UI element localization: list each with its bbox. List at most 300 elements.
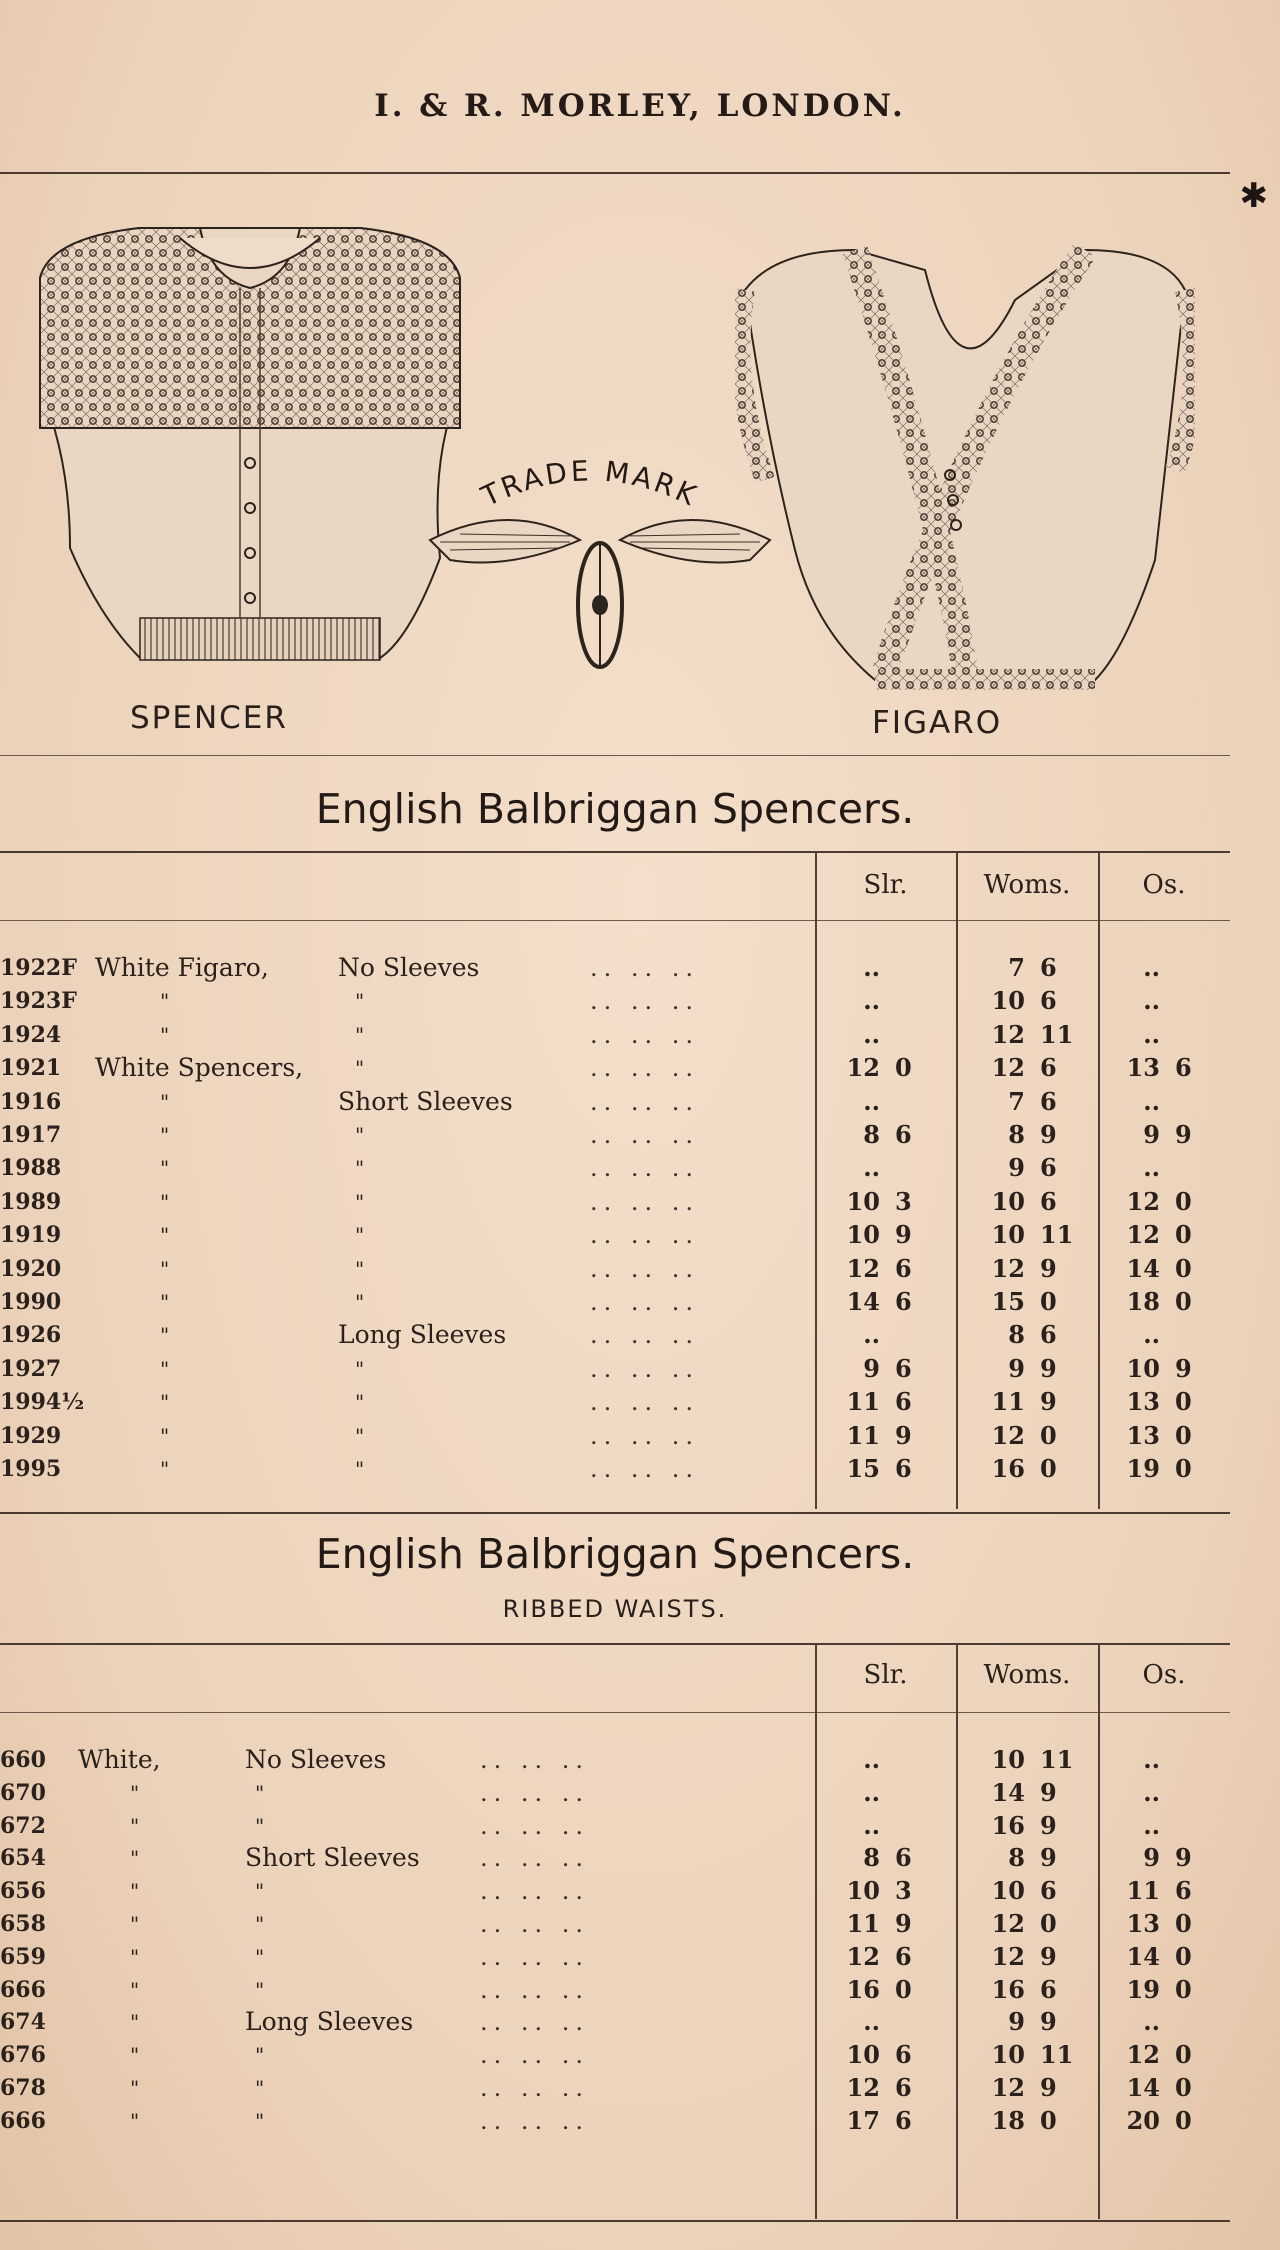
slr-shillings: 12 — [846, 1941, 880, 1971]
section1-title: English Balbriggan Spencers. — [315, 785, 915, 833]
section1-top-rule — [0, 851, 1230, 853]
woms-shillings: 12 — [991, 1941, 1025, 1971]
item-description: " — [160, 1356, 170, 1381]
table-row — [0, 985, 1230, 1017]
item-description: " — [160, 989, 170, 1014]
leader-dots: .. .. .. — [590, 1254, 700, 1283]
slr-shillings: 8 — [863, 1843, 880, 1873]
item-sleeve: " — [255, 1977, 265, 2002]
item-description: " — [160, 1089, 170, 1114]
woms-pence: 0 — [1040, 2105, 1057, 2135]
table-row — [0, 1119, 1230, 1151]
item-sleeve: " — [355, 1356, 365, 1381]
woms-pence: 9 — [1040, 1941, 1057, 1971]
table-row — [0, 1019, 1230, 1051]
leader-dots: .. .. .. — [480, 2106, 590, 2135]
woms-pence: 11 — [1040, 1220, 1074, 1250]
page-header: I. & R. MORLEY, LONDON. — [374, 88, 906, 124]
slr-shillings: 10 — [846, 1876, 880, 1906]
item-code: 1927 — [0, 1355, 62, 1382]
table-row — [0, 1186, 1230, 1218]
leader-dots: .. .. .. — [590, 1354, 700, 1383]
item-sleeve: " — [355, 1056, 365, 1081]
item-description: White, — [78, 1745, 161, 1774]
slr-shillings: 10 — [846, 1220, 880, 1250]
os-shillings: 9 — [1143, 1120, 1160, 1149]
item-sleeve: " — [255, 2043, 265, 2068]
leader-dots: .. .. .. — [590, 1288, 700, 1316]
os-pence: 9 — [1175, 1353, 1192, 1383]
item-sleeve: " — [255, 1944, 265, 1969]
slr-pence: 0 — [895, 1974, 912, 2004]
item-code: 1917 — [0, 1122, 62, 1148]
slr-shillings: .. — [863, 1777, 880, 1807]
woms-shillings: 8 — [1008, 1120, 1025, 1149]
leader-dots: .. .. .. — [480, 1778, 590, 1807]
item-sleeve: " — [355, 1189, 365, 1214]
leader-dots: .. .. .. — [480, 1975, 590, 2004]
woms-pence: 0 — [1040, 1420, 1057, 1450]
os-pence: 0 — [1175, 1287, 1192, 1316]
woms-shillings: 8 — [1008, 1320, 1025, 1350]
item-sleeve: " — [255, 2108, 265, 2133]
section2-header-rule — [0, 1712, 1230, 1713]
woms-shillings: 12 — [991, 1253, 1025, 1283]
os-shillings: 13 — [1126, 1387, 1160, 1417]
woms-pence: 6 — [1040, 1974, 1057, 2004]
slr-shillings: .. — [863, 953, 880, 982]
woms-pence: 0 — [1040, 1909, 1057, 1938]
os-shillings: 14 — [1126, 2073, 1160, 2102]
woms-pence: 0 — [1040, 1454, 1057, 1483]
item-sleeve: " — [255, 2076, 265, 2100]
slr-shillings: 16 — [846, 1974, 880, 2004]
woms-pence: 11 — [1040, 1019, 1074, 1049]
woms-shillings: 10 — [991, 1876, 1025, 1906]
leader-dots: .. .. .. — [590, 1421, 700, 1450]
table-row — [0, 1253, 1230, 1285]
woms-pence: 9 — [1040, 2073, 1057, 2102]
item-sleeve: " — [255, 1912, 265, 1936]
woms-pence: 11 — [1040, 1745, 1074, 1774]
os-pence: 0 — [1175, 1974, 1192, 2004]
table-row — [0, 1319, 1230, 1351]
woms-shillings: 10 — [991, 1745, 1025, 1774]
item-sleeve: " — [355, 1223, 365, 1248]
os-pence: 6 — [1175, 1053, 1192, 1083]
woms-shillings: 16 — [991, 1454, 1025, 1483]
table-row — [0, 1420, 1230, 1452]
os-shillings: 12 — [1126, 2040, 1160, 2070]
os-shillings: 13 — [1126, 1909, 1160, 1938]
item-code: 656 — [0, 1878, 46, 1905]
section2-subtitle: RIBBED WAISTS. — [502, 1595, 728, 1623]
slr-pence: 6 — [895, 2040, 912, 2070]
item-code: 674 — [0, 2009, 46, 2036]
os-pence: 0 — [1175, 1454, 1192, 1483]
os-pence: 0 — [1175, 1909, 1192, 1938]
woms-shillings: 16 — [991, 1974, 1025, 2004]
woms-shillings: 10 — [991, 1220, 1025, 1250]
item-code: 660 — [0, 1747, 46, 1773]
item-sleeve: " — [355, 1290, 365, 1314]
slr-shillings: 10 — [846, 2040, 880, 2070]
item-description: " — [130, 1846, 140, 1871]
leader-dots: .. .. .. — [480, 1877, 590, 1906]
slr-pence: 9 — [895, 1909, 912, 1938]
slr-shillings: 9 — [863, 1353, 880, 1383]
woms-pence: 9 — [1040, 2007, 1057, 2037]
leader-dots: .. .. .. — [590, 987, 700, 1016]
item-code: 1916 — [0, 1088, 62, 1115]
item-code: 670 — [0, 1779, 46, 1806]
figaro-label: FIGARO — [872, 705, 1003, 741]
woms-shillings: 11 — [991, 1387, 1025, 1417]
os-shillings: .. — [1143, 1086, 1160, 1116]
slr-pence: 6 — [895, 1843, 912, 1873]
leader-dots: .. .. .. — [480, 1910, 590, 1938]
item-description: " — [160, 1022, 170, 1047]
woms-pence: 9 — [1040, 1387, 1057, 1417]
item-sleeve: " — [355, 989, 365, 1014]
woms-pence: 9 — [1040, 1810, 1057, 1840]
os-pence: 9 — [1175, 1120, 1192, 1149]
item-code: 1919 — [0, 1222, 62, 1249]
leader-dots: .. .. .. — [480, 1811, 590, 1840]
table-row — [0, 1842, 1230, 1874]
slr-pence: 9 — [895, 1220, 912, 1250]
asterisk-mark: ✱ — [1239, 176, 1268, 216]
item-code: 666 — [0, 2107, 46, 2134]
leader-dots: .. .. .. — [590, 1121, 700, 1149]
leader-dots: .. .. .. — [590, 1321, 700, 1350]
slr-shillings: 12 — [846, 1253, 880, 1283]
leader-dots: .. .. .. — [480, 1746, 590, 1774]
item-code: 1923F — [0, 988, 77, 1015]
item-description: " — [130, 2076, 140, 2100]
item-description: White Spencers, — [95, 1053, 304, 1083]
item-description: " — [130, 2010, 140, 2035]
woms-shillings: 12 — [991, 2073, 1025, 2102]
spencer-illustration — [30, 218, 470, 698]
leader-dots: .. .. .. — [590, 1455, 700, 1483]
section1-header-woms: Woms. — [983, 870, 1071, 900]
os-shillings: 11 — [1126, 1876, 1160, 1906]
slr-shillings: 12 — [846, 2073, 880, 2102]
slr-pence: 6 — [895, 1120, 912, 1149]
item-sleeve: " — [355, 1423, 365, 1448]
item-description: " — [130, 1813, 140, 1838]
page-bottom-rule — [0, 2220, 1230, 2222]
os-shillings: 14 — [1126, 1253, 1160, 1283]
leader-dots: .. .. .. — [480, 1942, 590, 1971]
item-description: " — [160, 1457, 170, 1481]
woms-shillings: 12 — [991, 1420, 1025, 1450]
table-row — [0, 1777, 1230, 1809]
table-row — [0, 1810, 1230, 1842]
item-code: 1994½ — [0, 1389, 85, 1416]
item-sleeve: No Sleeves — [338, 953, 480, 982]
item-code: 1929 — [0, 1422, 62, 1449]
os-shillings: .. — [1143, 986, 1160, 1016]
item-code: 1920 — [0, 1255, 62, 1282]
os-shillings: .. — [1143, 1019, 1160, 1049]
os-shillings: 19 — [1126, 1454, 1160, 1483]
woms-pence: 6 — [1040, 953, 1057, 982]
table-row — [0, 1219, 1230, 1251]
os-shillings: 14 — [1126, 1941, 1160, 1971]
os-shillings: .. — [1143, 1320, 1160, 1350]
os-shillings: 19 — [1126, 1974, 1160, 2004]
item-code: 1995 — [0, 1456, 62, 1482]
slr-pence: 6 — [895, 2105, 912, 2135]
os-shillings: 9 — [1143, 1843, 1160, 1873]
section2-header-woms: Woms. — [983, 1660, 1071, 1690]
woms-shillings: 7 — [1008, 1086, 1025, 1116]
woms-shillings: 15 — [991, 1287, 1025, 1316]
os-shillings: .. — [1143, 1153, 1160, 1183]
svg-text:TRADE MARK: TRADE MARK — [476, 454, 704, 514]
table-row — [0, 1052, 1230, 1084]
slr-pence: 9 — [895, 1420, 912, 1450]
section1-header-slr: Slr. — [863, 870, 908, 900]
item-description: " — [160, 1123, 170, 1147]
item-description: " — [130, 1912, 140, 1936]
slr-pence: 6 — [895, 1253, 912, 1283]
os-shillings: .. — [1143, 953, 1160, 982]
section2-title: English Balbriggan Spencers. — [315, 1530, 915, 1578]
woms-pence: 9 — [1040, 1843, 1057, 1873]
leader-dots: .. .. .. — [590, 1388, 700, 1417]
woms-shillings: 7 — [1008, 953, 1025, 982]
leader-dots: .. .. .. — [480, 2074, 590, 2102]
woms-shillings: 12 — [991, 1909, 1025, 1938]
table-row — [0, 1744, 1230, 1776]
slr-pence: 6 — [895, 1387, 912, 1417]
os-pence: 0 — [1175, 1941, 1192, 1971]
leader-dots: .. .. .. — [480, 2008, 590, 2037]
table-row — [0, 1152, 1230, 1184]
item-sleeve: Long Sleeves — [245, 2007, 414, 2037]
slr-pence: 6 — [895, 1353, 912, 1383]
item-description: " — [130, 1944, 140, 1969]
item-description: " — [160, 1423, 170, 1448]
table-row — [0, 2039, 1230, 2071]
item-sleeve: " — [255, 1780, 265, 1805]
table-row — [0, 1453, 1230, 1485]
item-code: 1990 — [0, 1289, 62, 1315]
slr-pence: 6 — [895, 1941, 912, 1971]
section1-bottom-rule — [0, 1512, 1230, 1514]
leader-dots: .. .. .. — [590, 1087, 700, 1116]
table-row — [0, 2072, 1230, 2104]
os-shillings: 18 — [1126, 1287, 1160, 1316]
os-pence: 0 — [1175, 2040, 1192, 2070]
slr-shillings: .. — [863, 1019, 880, 1049]
trademark-text — [440, 428, 740, 538]
woms-pence: 9 — [1040, 1777, 1057, 1807]
item-sleeve: " — [355, 1022, 365, 1047]
item-description: " — [130, 1879, 140, 1904]
os-pence: 0 — [1175, 1420, 1192, 1450]
os-shillings: .. — [1143, 2007, 1160, 2037]
slr-shillings: 11 — [846, 1420, 880, 1450]
slr-pence: 0 — [895, 1053, 912, 1083]
table-row — [0, 1908, 1230, 1940]
table-row — [0, 1086, 1230, 1118]
item-description: White Figaro, — [95, 953, 269, 982]
spencer-label: SPENCER — [130, 700, 288, 736]
item-sleeve: Long Sleeves — [338, 1320, 507, 1350]
slr-shillings: 11 — [846, 1909, 880, 1938]
item-code: 654 — [0, 1845, 46, 1872]
item-description: " — [160, 1256, 170, 1281]
table-row — [0, 1286, 1230, 1318]
woms-pence: 9 — [1040, 1120, 1057, 1149]
item-code: 658 — [0, 1911, 46, 1937]
woms-shillings: 9 — [1008, 1153, 1025, 1183]
table-row — [0, 1941, 1230, 1973]
table-row — [0, 1875, 1230, 1907]
woms-pence: 6 — [1040, 1186, 1057, 1216]
item-code: 672 — [0, 1812, 46, 1839]
slr-shillings: .. — [863, 1320, 880, 1350]
header-rule — [0, 172, 1230, 174]
item-description: " — [130, 2108, 140, 2133]
table-row — [0, 952, 1230, 984]
slr-shillings: 15 — [846, 1454, 880, 1483]
slr-pence: 6 — [895, 2073, 912, 2102]
woms-pence: 9 — [1040, 1353, 1057, 1383]
item-sleeve: " — [255, 1879, 265, 1904]
item-sleeve: " — [355, 1256, 365, 1281]
item-sleeve: No Sleeves — [245, 1745, 387, 1774]
item-code: 1989 — [0, 1188, 62, 1215]
item-description: " — [160, 1323, 170, 1348]
item-sleeve: " — [355, 1390, 365, 1415]
os-pence: 0 — [1175, 2073, 1192, 2102]
os-pence: 0 — [1175, 2105, 1192, 2135]
os-shillings: 13 — [1126, 1053, 1160, 1083]
slr-shillings: 14 — [846, 1287, 880, 1316]
os-pence: 9 — [1175, 1843, 1192, 1873]
item-description: " — [160, 1290, 170, 1314]
leader-dots: .. .. .. — [480, 2041, 590, 2070]
item-sleeve: " — [355, 1457, 365, 1481]
woms-shillings: 10 — [991, 1186, 1025, 1216]
woms-pence: 9 — [1040, 1253, 1057, 1283]
woms-shillings: 10 — [991, 2040, 1025, 2070]
slr-pence: 3 — [895, 1186, 912, 1216]
slr-shillings: .. — [863, 2007, 880, 2037]
item-description: " — [160, 1156, 170, 1181]
woms-shillings: 18 — [991, 2105, 1025, 2135]
os-shillings: 10 — [1126, 1353, 1160, 1383]
woms-pence: 0 — [1040, 1287, 1057, 1316]
slr-pence: 6 — [895, 1454, 912, 1483]
woms-shillings: 9 — [1008, 1353, 1025, 1383]
item-description: " — [130, 1977, 140, 2002]
item-code: 678 — [0, 2075, 46, 2101]
slr-shillings: .. — [863, 1153, 880, 1183]
slr-shillings: 11 — [846, 1387, 880, 1417]
leader-dots: .. .. .. — [480, 1844, 590, 1873]
leader-dots: .. .. .. — [590, 1154, 700, 1183]
item-code: 1926 — [0, 1322, 62, 1349]
item-description: " — [160, 1390, 170, 1415]
slr-shillings: .. — [863, 1810, 880, 1840]
slr-pence: 6 — [895, 1287, 912, 1316]
item-code: 676 — [0, 2042, 46, 2069]
leader-dots: .. .. .. — [590, 1187, 700, 1216]
woms-pence: 11 — [1040, 2040, 1074, 2070]
os-pence: 0 — [1175, 1387, 1192, 1417]
woms-shillings: 8 — [1008, 1843, 1025, 1873]
slr-shillings: 12 — [846, 1053, 880, 1083]
table-row — [0, 1353, 1230, 1385]
item-sleeve: Short Sleeves — [338, 1086, 513, 1116]
table-row — [0, 2105, 1230, 2137]
woms-pence: 6 — [1040, 1153, 1057, 1183]
item-code: 1921 — [0, 1055, 62, 1082]
woms-shillings: 12 — [991, 1019, 1025, 1049]
item-sleeve: " — [355, 1156, 365, 1181]
os-pence: 0 — [1175, 1220, 1192, 1250]
item-code: 1924 — [0, 1021, 62, 1048]
slr-pence: 3 — [895, 1876, 912, 1906]
slr-shillings: 10 — [846, 1186, 880, 1216]
figaro-illustration — [735, 230, 1195, 690]
slr-shillings: 8 — [863, 1120, 880, 1149]
item-description: " — [130, 1780, 140, 1805]
os-shillings: 20 — [1126, 2105, 1160, 2135]
leader-dots: .. .. .. — [590, 1054, 700, 1083]
section1-header-os: Os. — [1142, 870, 1186, 900]
os-shillings: 13 — [1126, 1420, 1160, 1450]
woms-pence: 6 — [1040, 1320, 1057, 1350]
item-code: 1988 — [0, 1155, 62, 1182]
table-row — [0, 1386, 1230, 1418]
woms-pence: 6 — [1040, 1876, 1057, 1906]
table-row — [0, 2006, 1230, 2038]
item-description: " — [160, 1189, 170, 1214]
os-shillings: 12 — [1126, 1186, 1160, 1216]
woms-shillings: 16 — [991, 1810, 1025, 1840]
woms-shillings: 12 — [991, 1053, 1025, 1083]
item-code: 659 — [0, 1943, 46, 1970]
woms-shillings: 9 — [1008, 2007, 1025, 2037]
woms-pence: 6 — [1040, 986, 1057, 1016]
item-sleeve: " — [255, 1813, 265, 1838]
woms-shillings: 14 — [991, 1777, 1025, 1807]
section1-header-rule — [0, 920, 1230, 921]
slr-shillings: 17 — [846, 2105, 880, 2135]
woms-pence: 6 — [1040, 1053, 1057, 1083]
illustration-rule — [0, 755, 1230, 756]
os-shillings: .. — [1143, 1777, 1160, 1807]
leader-dots: .. .. .. — [590, 954, 700, 982]
slr-shillings: .. — [863, 1745, 880, 1774]
os-pence: 0 — [1175, 1186, 1192, 1216]
item-code: 666 — [0, 1976, 46, 2003]
section2-header-os: Os. — [1142, 1660, 1186, 1690]
item-description: " — [160, 1223, 170, 1248]
table-row — [0, 1974, 1230, 2006]
os-shillings: 12 — [1126, 1220, 1160, 1250]
section2-header-slr: Slr. — [863, 1660, 908, 1690]
item-code: 1922F — [0, 955, 77, 981]
leader-dots: .. .. .. — [590, 1221, 700, 1250]
